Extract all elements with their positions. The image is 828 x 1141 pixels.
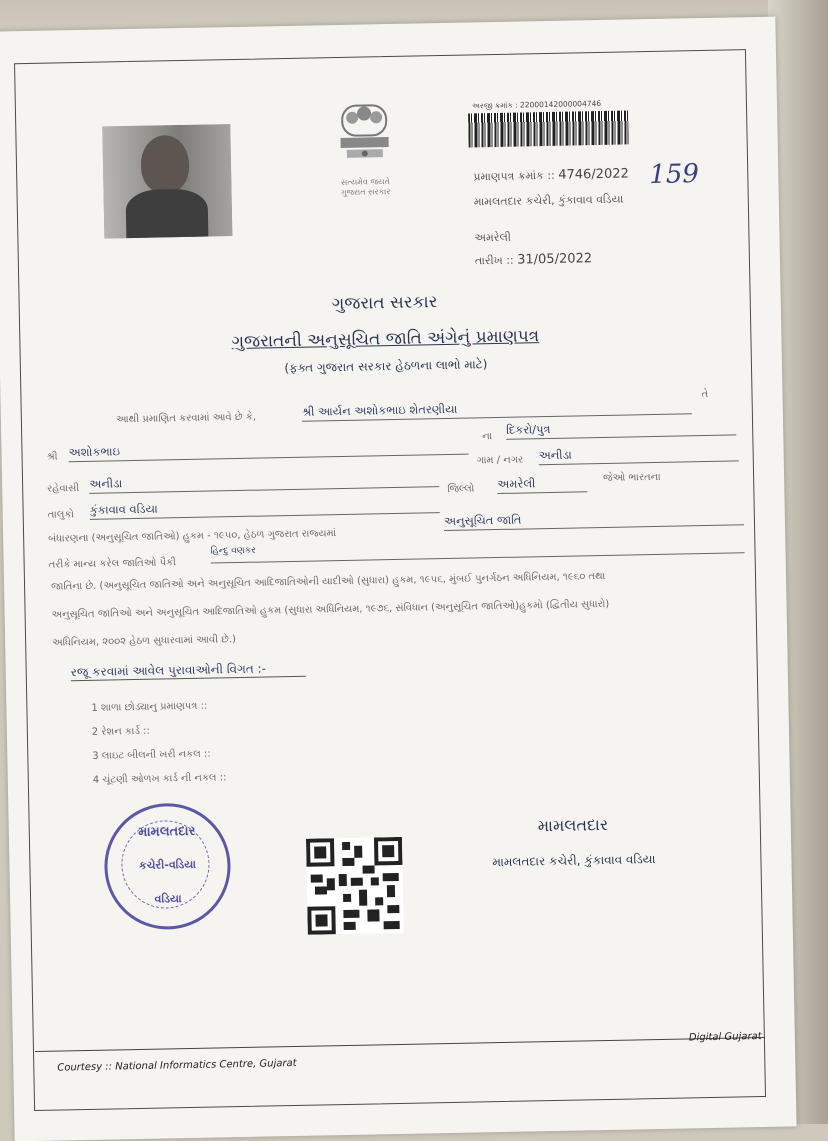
certificate-number	[473, 166, 629, 184]
village-label: ગામ / નગર	[476, 454, 524, 467]
district: અમરેલી	[497, 475, 587, 494]
shri-label: શ્રી	[46, 451, 58, 463]
legal-paragraph	[51, 560, 740, 657]
signature-title: મામલતદાર	[537, 814, 609, 836]
evidence-item: 2 રેશન કાર્ડ ::	[91, 725, 150, 738]
relation: દિકરો/પુત્ર	[506, 418, 736, 439]
evidence-item: 4 ચૂંટણી ઓળખ કાર્ડ ની નકલ ::	[92, 772, 227, 786]
village: અનીડા	[539, 444, 739, 465]
footer-brand: Digital Gujarat	[688, 1031, 762, 1044]
handwritten-number: 159	[649, 159, 700, 191]
emblem-caption	[317, 177, 413, 199]
caste: હિન્દુ વણકર	[210, 536, 744, 563]
issuing-office: મામલતદાર કચેરી, કુંકાવાવ વડિયા	[473, 192, 624, 209]
certificate-note: (ફક્ત ગુજરાત સરકાર હેઠળના લાભો માટે)	[284, 357, 488, 376]
issue-date	[475, 251, 592, 268]
cert-no-label: પ્રમાણપત્ર ક્રમાંક ::	[473, 168, 555, 184]
district-label: જિલ્લો	[447, 483, 475, 495]
emblem-govt: ગુજરાત સરકાર	[340, 187, 391, 197]
seal-bottom-text: વડિયા	[154, 892, 182, 906]
office-seal	[103, 802, 231, 930]
india-label: જેઓ ભારતના	[603, 471, 661, 484]
evidence-heading: રજૂ કરવામાં આવેલ પુરાવાઓની વિગત :-	[71, 661, 306, 682]
evidence-item: 3 લાઇટ બીલની ખરી નકલ ::	[92, 748, 211, 762]
date-label: તારીખ ::	[474, 253, 514, 268]
resident: અનીડા	[89, 470, 439, 494]
qr-code	[306, 837, 404, 935]
seal-top-text: મામલતદાર	[138, 823, 196, 840]
resident-label: રહેવાસી	[47, 483, 80, 495]
cert-no-value: 4746/2022	[558, 166, 629, 183]
evidence-item: 1 શાળા છોડ્યાનુ પ્રમાણપત્ર ::	[91, 700, 208, 714]
certificate-title: ગુજરાતની અનુસૂચિત જાતિ અંગેનું પ્રમાણપત્ર	[231, 326, 540, 353]
applicant-name: શ્રી આર્યન અશોકભાઇ શેતરણીયા	[302, 397, 692, 421]
signature-office: મામલતદાર કચેરી, કુંકાવાવ વડિયા	[492, 852, 656, 870]
date-value: 31/05/2022	[517, 251, 593, 268]
application-number: અરજી ક્રમાંક : 22000142000004746	[471, 98, 602, 111]
legal-line-3: અધિનિયમ, ૨૦૦૨ હેઠળ સુધારવામાં આવી છે.)	[52, 634, 237, 649]
certify-label: આથી પ્રમાણિત કરવામાં આવે છે કે,	[115, 411, 257, 426]
seal-middle-text: કચેરી-વડિયા	[138, 857, 197, 872]
taluka: કુંકાવાવ વડિયા	[89, 496, 439, 520]
footer-courtesy: Courtesy :: National Informatics Centre, Gujarat	[57, 1057, 297, 1074]
name-suffix: તે	[701, 388, 709, 401]
father-name: અશોકભાઇ	[68, 438, 468, 463]
category: અનુસૂચિત જાતિ	[444, 508, 744, 531]
certificate-frame	[14, 49, 766, 1111]
government-title: ગુજરાત સરકાર	[331, 292, 438, 315]
taluka-label: તાલુકો	[47, 509, 75, 521]
constitution-label: બંધારણના (અનુસૂચિત જાતિઓ) હુકમ - ૧૯૫૦, હેઠળ ગુજરાત રાજ્યમાં	[48, 528, 337, 545]
barcode	[468, 110, 629, 147]
legal-line-2: અનુસૂચિત જાતિઓ અને અનુસૂચિત આદિજાતિઓ હુકમ (સુધારા અધિનિયમ, ૧૯૭૬, સંવિધાન (અનુસૂચિત જાતિઓ)હુકમો (દ્વિતીય સુધારો)	[51, 598, 610, 621]
na-label: ના	[482, 431, 493, 443]
emblem-motto: સત્યમેવ જયતે	[340, 177, 390, 187]
issuing-district: અમરેલી	[474, 230, 512, 245]
certificate-paper	[0, 17, 797, 1141]
legal-line-1: જાતિના છે. (અનુસૂચિત જાતિઓ અને અનુસૂચિત આદિજાતિઓની યાદીઓ (સુધારા) હુકમ, ૧૯૫૬, મુંબઈ પુનર્ગઠન અધિનિયમ, ૧૯૬૦ તથા	[50, 570, 606, 593]
applicant-photo	[102, 124, 232, 238]
caste-label: તરીકે માન્ય કરેલ જાતિઓ પૈકી	[48, 557, 177, 571]
